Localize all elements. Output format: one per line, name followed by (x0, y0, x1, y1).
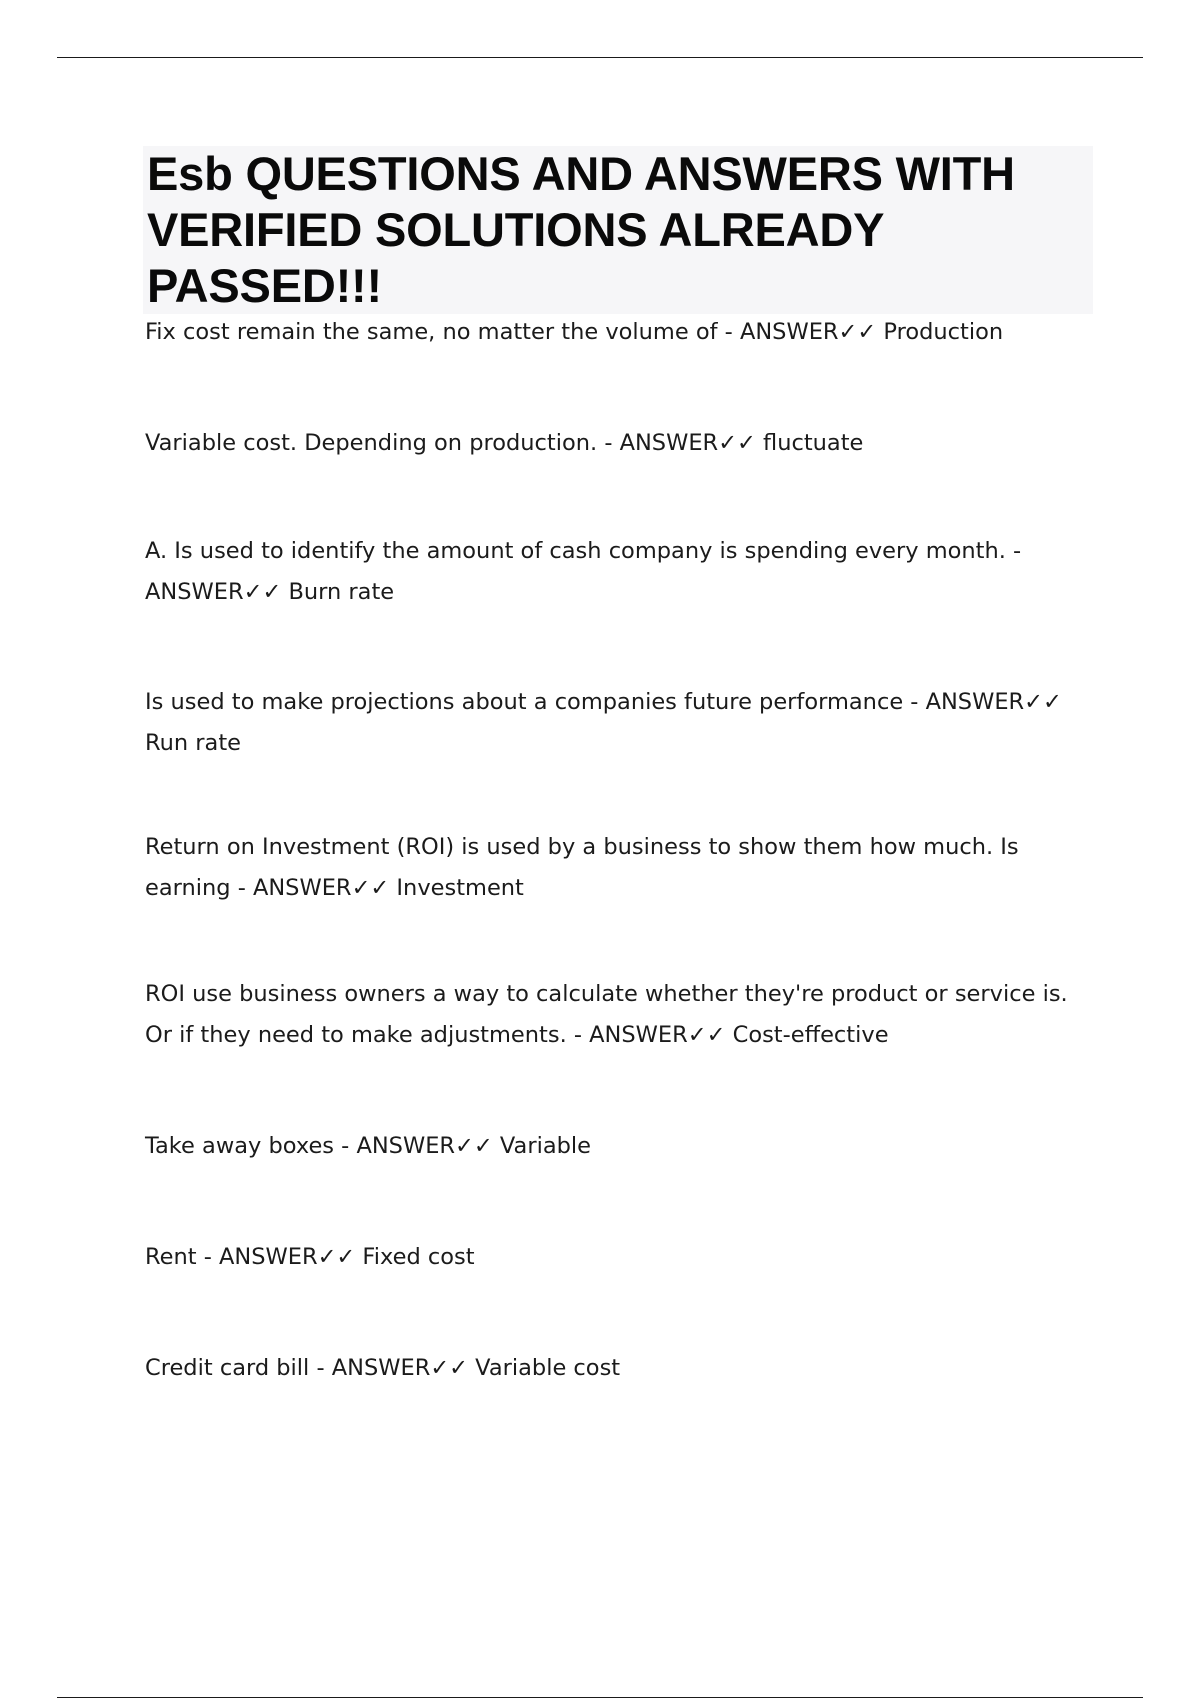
qa-item-7: Take away boxes - ANSWER✓✓ Variable (145, 1133, 592, 1159)
qa-item-1: Fix cost remain the same, no matter the volume of - ANSWER✓✓ Production (145, 319, 1004, 345)
title-block (143, 146, 1093, 314)
qa-item-4: Is used to make projections about a companies future performance - ANSWER✓✓ Run rate (145, 689, 1062, 756)
qa-item-3: A. Is used to identify the amount of cash company is spending every month. - ANSWER✓✓ Burn rate (145, 538, 1022, 605)
qa-item-2: Variable cost. Depending on production. - ANSWER✓✓ fluctuate (145, 430, 864, 456)
header-rule (57, 57, 1143, 58)
qa-item-8: Rent - ANSWER✓✓ Fixed cost (145, 1244, 475, 1270)
document-title: Esb QUESTIONS AND ANSWERS WITH VERIFIED SOLUTIONS ALREADY PASSED!!! (147, 147, 1015, 312)
footer-rule (57, 1697, 1143, 1698)
qa-item-9: Credit card bill - ANSWER✓✓ Variable cost (145, 1355, 621, 1381)
qa-item-5: Return on Investment (ROI) is used by a business to show them how much. Is earning - ANSWER✓✓ Investment (145, 834, 1019, 901)
qa-item-6: ROI use business owners a way to calculate whether they're product or service is. Or if they need to make adjustments. - ANSWER✓✓ Cost-effective (145, 981, 1068, 1048)
